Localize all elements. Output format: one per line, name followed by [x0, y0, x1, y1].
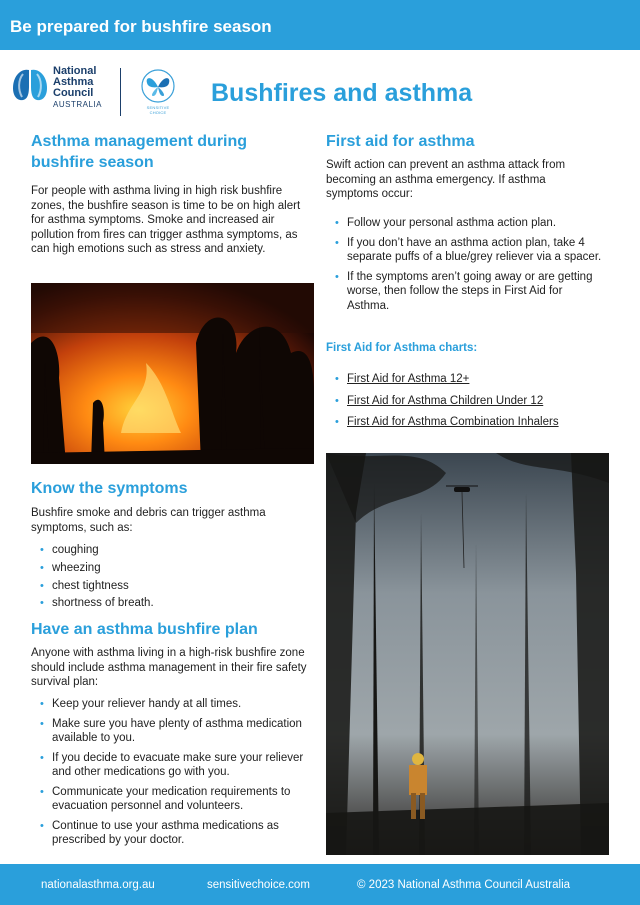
- sc-line-1: SENSITIVE: [146, 105, 170, 110]
- footer-copyright: © 2023 National Asthma Council Australia: [357, 879, 571, 891]
- list-item: • If you don’t have an asthma action plan, take 4 separate puffs of a blue/grey reliever via a spacer.: [332, 236, 607, 265]
- management-heading: Asthma management during bushfire season: [31, 133, 248, 171]
- symptoms-list: [37, 542, 312, 613]
- first-aid-intro: Swift action can prevent an asthma attack from becoming an asthma emergency. If asthma symptoms occur:: [326, 159, 566, 200]
- symptoms-intro: Bushfire smoke and debris can trigger asthma symptoms, such as:: [31, 507, 266, 534]
- list-item: [332, 412, 612, 434]
- list-item: • wheezing: [37, 560, 312, 578]
- national-asthma-council-logo[interactable]: [12, 66, 112, 118]
- list-item: • Keep your reliever handy at all times.: [37, 697, 307, 712]
- top-banner: [0, 0, 640, 50]
- charts-link-list: [332, 369, 612, 434]
- charts-heading: First Aid for Asthma charts:: [326, 342, 478, 354]
- logo-divider: [120, 68, 121, 116]
- list-item: • Follow your personal asthma action plan.: [332, 216, 607, 231]
- sensitive-choice-wordmark: [137, 105, 179, 115]
- list-item: • Make sure you have plenty of asthma medication available to you.: [37, 717, 307, 746]
- firefighter-smoke-photo: [326, 453, 609, 855]
- nac-line-1: National: [53, 65, 97, 77]
- list-item: • coughing: [37, 542, 312, 560]
- sensitive-choice-logo[interactable]: [137, 68, 179, 116]
- page-title: Bushfires and asthma: [211, 79, 473, 107]
- lungs-logo-icon: [12, 66, 48, 104]
- sc-line-2: CHOICE: [149, 110, 167, 115]
- plan-list: [37, 697, 307, 848]
- list-item: • If you decide to evacuate make sure your reliever and other medications go with you.: [37, 751, 307, 780]
- banner-text: Be prepared for bushfire season: [10, 17, 272, 36]
- symptoms-heading: Know the symptoms: [31, 480, 188, 497]
- list-item: [332, 391, 612, 413]
- nac-line-3: Council: [53, 87, 94, 99]
- list-item: [332, 369, 612, 391]
- link-first-aid-combination-inhalers[interactable]: First Aid for Asthma Combination Inhalers: [347, 416, 559, 428]
- list-item: • Communicate your medication requirements to evacuation personnel and volunteers.: [37, 785, 307, 814]
- plan-intro: Anyone with asthma living in a high-risk bushfire zone should include asthma management in their fire safety survival plan:: [31, 647, 307, 688]
- butterfly-logo-icon: [137, 68, 179, 104]
- nac-wordmark: [53, 66, 102, 110]
- first-aid-list: [332, 216, 607, 313]
- nac-line-4: AUSTRALIA: [53, 100, 102, 109]
- nac-line-2: Asthma: [53, 76, 94, 88]
- list-item: • If the symptoms aren’t going away or are getting worse, then follow the steps in First Aid for Asthma.: [332, 270, 607, 314]
- footer-link-sensitivechoice[interactable]: sensitivechoice.com: [207, 879, 310, 891]
- list-item: • chest tightness: [37, 578, 312, 596]
- plan-heading: Have an asthma bushfire plan: [31, 621, 258, 638]
- list-item: • Continue to use your asthma medications as prescribed by your doctor.: [37, 819, 307, 848]
- management-body: For people with asthma living in high risk bushfire zones, the bushfire season is time to be on high alert for asthma symptoms. Smoke and increased air pollution from fires can trigger asthma symptoms, as can high emotions such as stress and anxiety.: [31, 185, 301, 255]
- bushfire-forest-photo: [31, 283, 314, 464]
- first-aid-heading: First aid for asthma: [326, 133, 475, 150]
- list-item: • shortness of breath.: [37, 595, 312, 613]
- footer-bar: [0, 864, 640, 905]
- link-first-aid-12plus[interactable]: First Aid for Asthma 12+: [347, 373, 470, 385]
- footer-link-nationalasthma[interactable]: nationalasthma.org.au: [41, 879, 155, 891]
- link-first-aid-children-under-12[interactable]: First Aid for Asthma Children Under 12: [347, 394, 544, 407]
